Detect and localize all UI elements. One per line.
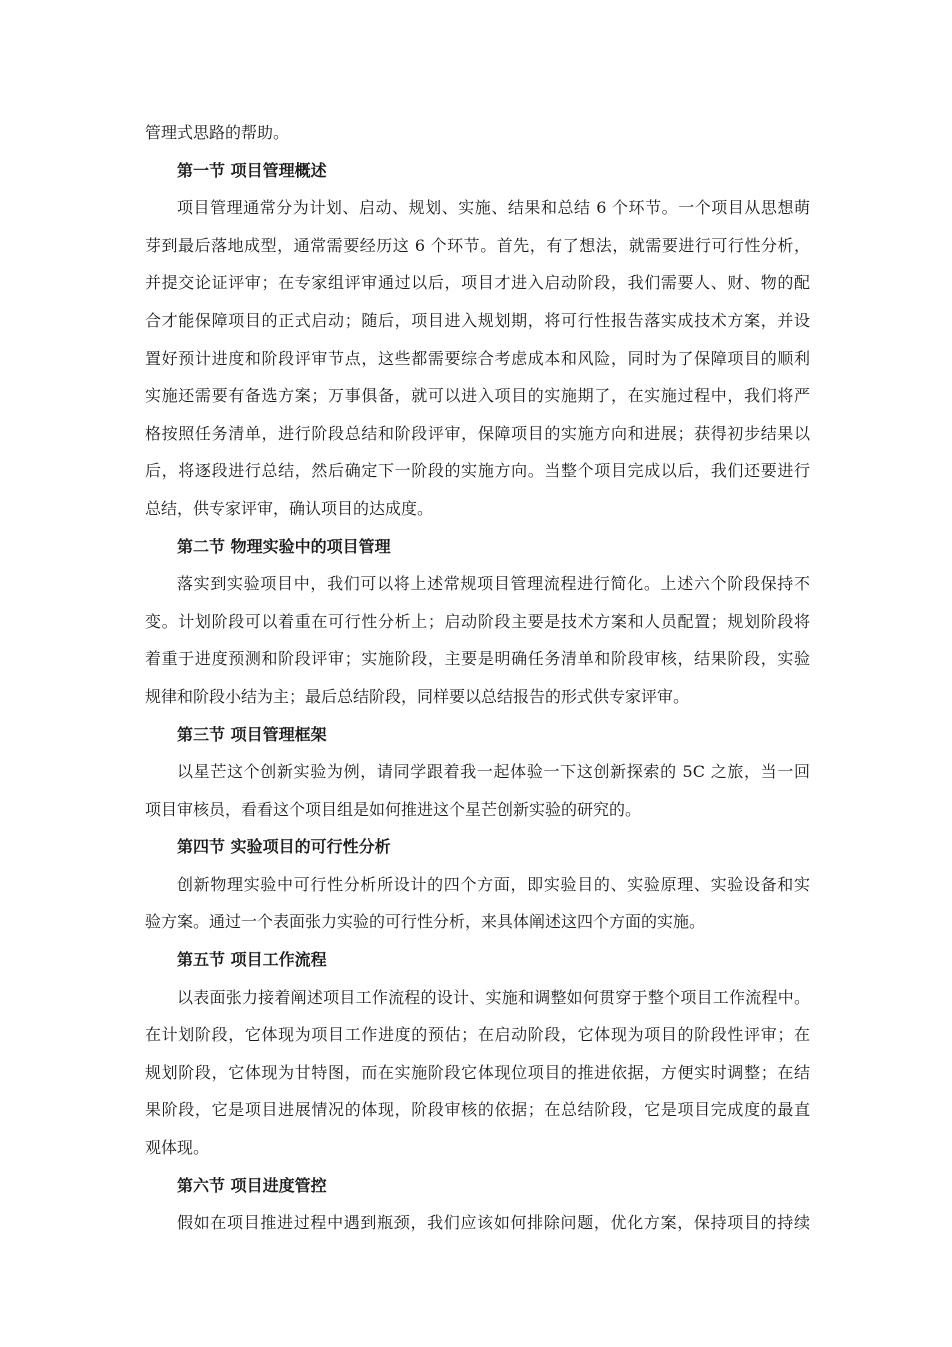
- section-heading: 第二节 物理实验中的项目管理: [177, 536, 391, 556]
- paragraph-line: 果阶段，它是项目进展情况的体现，阶段审核的依据；在总结阶段，它是项目完成度的最直: [145, 1100, 810, 1120]
- section-heading: 第四节 实验项目的可行性分析: [177, 837, 391, 857]
- paragraph-line: 项目管理通常分为计划、启动、规划、实施、结果和总结 6 个环节。一个项目从思想萌: [177, 198, 810, 218]
- paragraph-line: 后，将逐段进行总结，然后确定下一阶段的实施方向。当整个项目完成以后，我们还要进行: [145, 461, 810, 481]
- paragraph-line: 芽到最后落地成型，通常需要经历这 6 个环节。首先，有了想法，就需要进行可行性分析，: [145, 235, 810, 255]
- paragraph-line: 置好预计进度和阶段评审节点，这些都需要综合考虑成本和风险，同时为了保障项目的顺利: [145, 348, 810, 368]
- paragraph-line: 假如在项目推进过程中遇到瓶颈，我们应该如何排除问题，优化方案，保持项目的持续: [177, 1213, 810, 1233]
- section-heading: 第六节 项目进度管控: [177, 1175, 327, 1195]
- paragraph-line: 实施还需要有备选方案；万事俱备，就可以进入项目的实施期了，在实施过程中，我们将严: [145, 386, 810, 406]
- paragraph-line: 并提交论证评审；在专家组评审通过以后，项目才进入启动阶段，我们需要人、财、物的配: [145, 273, 810, 293]
- section-heading: 第五节 项目工作流程: [177, 950, 327, 970]
- section-heading: 第三节 项目管理框架: [177, 724, 327, 744]
- paragraph-line: 变。计划阶段可以着重在可行性分析上；启动阶段主要是技术方案和人员配置；规划阶段将: [145, 611, 810, 631]
- paragraph-line: 项目审核员，看看这个项目组是如何推进这个星芒创新实验的研究的。: [145, 799, 642, 819]
- paragraph-line: 着重于进度预测和阶段评审；实施阶段，主要是明确任务清单和阶段审核，结果阶段，实验: [145, 649, 810, 669]
- paragraph-line: 在计划阶段，它体现为项目工作进度的预估；在启动阶段，它体现为项目的阶段性评审；在: [145, 1025, 810, 1045]
- paragraph-line: 规律和阶段小结为主；最后总结阶段，同样要以总结报告的形式供专家评审。: [145, 686, 690, 706]
- paragraph-line: 总结，供专家评审，确认项目的达成度。: [145, 498, 434, 518]
- paragraph-line: 格按照任务清单，进行阶段总结和阶段评审，保障项目的实施方向和进展；获得初步结果以: [145, 423, 810, 443]
- paragraph-line: 落实到实验项目中，我们可以将上述常规项目管理流程进行简化。上述六个阶段保持不: [177, 574, 810, 594]
- paragraph-line: 合才能保障项目的正式启动；随后，项目进入规划期，将可行性报告落实成技术方案，并设: [145, 310, 810, 330]
- section-heading: 第一节 项目管理概述: [177, 160, 327, 180]
- paragraph-line: 验方案。通过一个表面张力实验的可行性分析，来具体阐述这四个方面的实施。: [145, 912, 706, 932]
- paragraph-line: 规划阶段，它体现为甘特图，而在实施阶段它体现位项目的推进依据，方便实时调整；在结: [145, 1062, 810, 1082]
- document-page: [145, 114, 810, 1242]
- paragraph-line: 以表面张力接着阐述项目工作流程的设计、实施和调整如何贯穿于整个项目工作流程中。: [177, 987, 810, 1007]
- paragraph-line: 以星芒这个创新实验为例，请同学跟着我一起体验一下这创新探索的 5C 之旅，当一回: [177, 762, 810, 782]
- paragraph-line: 管理式思路的帮助。: [145, 123, 290, 142]
- paragraph-line: 创新物理实验中可行性分析所设计的四个方面，即实验目的、实验原理、实验设备和实: [177, 874, 810, 894]
- paragraph-line: 观体现。: [145, 1138, 210, 1158]
